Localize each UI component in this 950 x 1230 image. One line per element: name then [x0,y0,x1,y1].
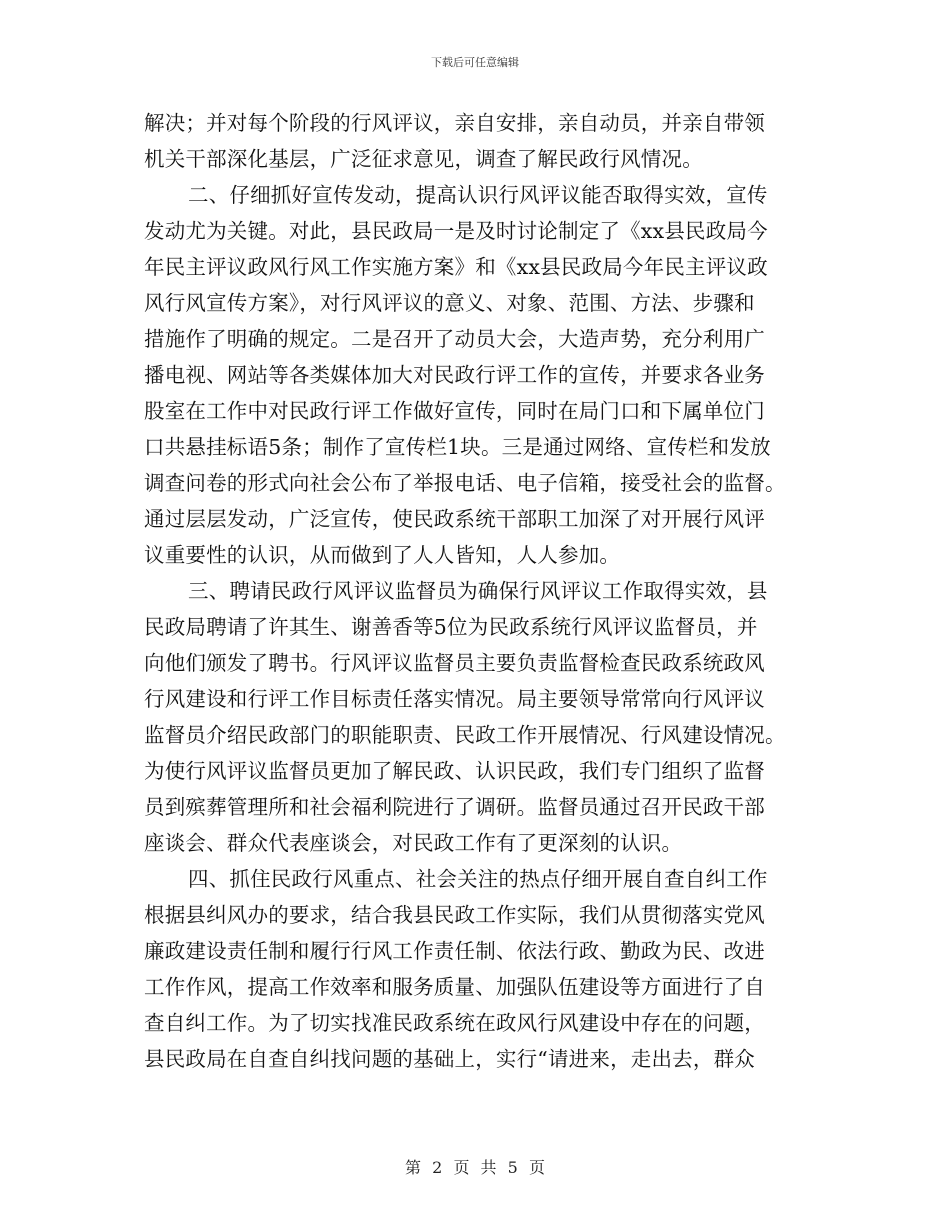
body-line: 向他们颁发了聘书。行风评议监督员主要负责监督检查民政系统政风 [144,651,765,675]
total-page-count: 5 [507,1158,518,1177]
body-line: 员到殡葬管理所和社会福利院进行了调研。监督员通过召开民政干部 [144,795,765,819]
body-line: 播电视、网站等各类媒体加大对民政行评工作的宣传，并要求各业务 [144,363,765,387]
body-line: 调查问卷的形式向社会公布了举报电话、电子信箱，接受社会的监督。 [144,471,786,495]
body-line: 查自纠工作。为了切实找准民政系统在政风行风建设中存在的问题， [144,1011,765,1035]
footer-page-word: 页 [453,1158,470,1177]
paragraph-start-line: 四、抓住民政行风重点、社会关注的热点仔细开展自查自纠工作 [188,867,768,891]
paragraph-start-line: 二、仔细抓好宣传发动，提高认识行风评议能否取得实效，宣传 [188,183,768,207]
page-number-footer [0,1158,950,1178]
body-line: 座谈会、群众代表座谈会，对民政工作有了更深刻的认识。 [144,831,683,855]
paragraph-start-line: 三、聘请民政行风评议监督员为确保行风评议工作取得实效，县 [188,579,768,603]
body-line: 廉政建设责任制和履行行风工作责任制、依法行政、勤政为民、改进 [144,939,765,963]
body-line: 为使行风评议监督员更加了解民政、认识民政，我们专门组织了监督 [144,759,765,783]
body-line: 工作作风，提高工作效率和服务质量、加强队伍建设等方面进行了自 [144,975,765,999]
body-line: 解决；并对每个阶段的行风评议，亲自安排，亲自动员，并亲自带领 [144,111,765,135]
body-line: 议重要性的认识，从而做到了人人皆知，人人参加。 [144,543,621,567]
body-line: 风行风宣传方案》，对行风评议的意义、对象、范围、方法、步骤和 [144,291,755,315]
page-header [0,56,950,70]
body-line: 行风建设和行评工作目标责任落实情况。局主要领导常常向行风评议 [144,687,765,711]
body-line: 监督员介绍民政部门的职能职责、民政工作开展情况、行风建设情况。 [144,723,786,747]
body-line: 口共悬挂标语5条；制作了宣传栏1块。三是通过网络、宣传栏和发放 [144,435,771,459]
footer-prefix: 第 [405,1158,422,1177]
current-page-number: 2 [432,1158,443,1177]
body-line: 年民主评议政风行风工作实施方案》和《xx县民政局今年民主评议政 [144,255,768,279]
body-line: 发动尤为关键。对此，县民政局一是及时讨论制定了《xx县民政局今 [144,219,768,243]
document-body [144,105,810,1077]
body-line: 通过层层发动，广泛宣传，使民政系统干部职工加深了对开展行风评 [144,507,765,531]
body-line: 根据县纠风办的要求，结合我县民政工作实际，我们从贯彻落实党风 [144,903,765,927]
body-line: 措施作了明确的规定。二是召开了动员大会，大造声势，充分利用广 [144,327,765,351]
body-line: 股室在工作中对民政行评工作做好宣传，同时在局门口和下属单位门 [144,399,765,423]
footer-suffix: 页 [528,1158,545,1177]
footer-total-word: 共 [480,1158,497,1177]
header-note: 下载后可任意编辑 [431,56,519,69]
body-line: 民政局聘请了许其生、谢善香等5位为民政系统行风评议监督员，并 [144,615,758,639]
body-line: 机关干部深化基层，广泛征求意见，调查了解民政行风情况。 [144,147,703,171]
body-line: 县民政局在自查自纠找问题的基础上，实行“请进来，走出去，群众 [144,1047,755,1071]
